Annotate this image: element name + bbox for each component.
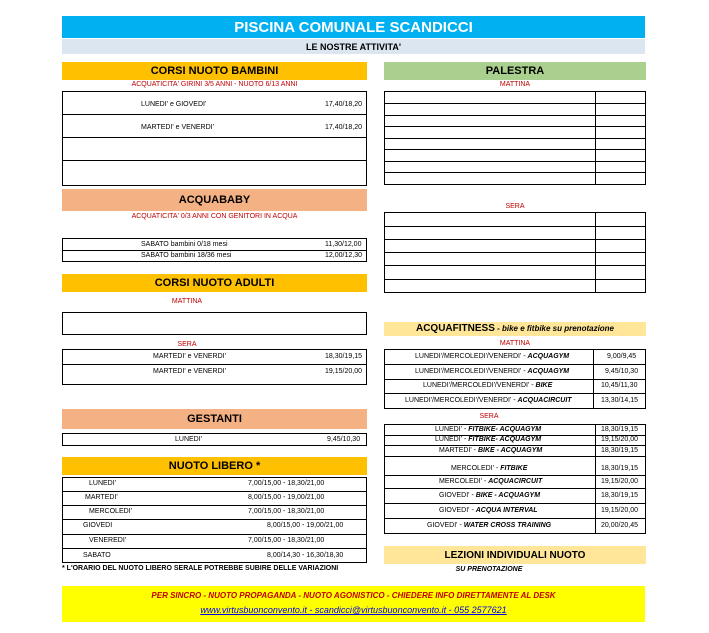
activity-name: ACQUACIRCUIT xyxy=(517,397,572,404)
corsi-bambini-note: ACQUATICITA' GIRINI 3/5 ANNI - NUOTO 6/13 ANNI xyxy=(131,81,298,88)
footer-contacts-link[interactable]: www.virtusbuonconvento.it - scandicci@virtusbuonconvento.it - 055 2577621 xyxy=(200,605,507,615)
activity-name: ACQUAGYM xyxy=(527,368,570,375)
table-cell-time: 8,00/15,00 - 19,00/21,00 xyxy=(267,522,344,529)
lezioni-note: SU PRENOTAZIONE xyxy=(455,566,523,573)
table-cell-day: LUNEDI' xyxy=(175,436,203,443)
activity-days: GIOVEDI' - xyxy=(439,507,476,514)
acquafitness-sera-table xyxy=(384,424,646,534)
table-cell-time: 7,00/15,00 - 18,30/21,00 xyxy=(248,480,325,487)
table-cell-activity xyxy=(423,382,552,389)
section-title-corsi-bambini: CORSI NUOTO BAMBINI xyxy=(62,62,367,80)
table-cell-time: 9,45/10,30 xyxy=(605,368,639,375)
section-title-acquafitness xyxy=(384,322,646,336)
activity-name: FITBIKE- ACQUAGYM xyxy=(468,426,542,433)
palestra-mattina-grid xyxy=(384,91,646,185)
activity-name: BIKE - ACQUAGYM xyxy=(477,447,543,454)
section-title-corsi-adulti: CORSI NUOTO ADULTI xyxy=(62,274,367,292)
table-cell-day: SABATO xyxy=(83,552,111,559)
activity-name: FITBIKE- ACQUAGYM xyxy=(468,436,542,443)
table-cell-time: 17,40/18,20 xyxy=(325,124,362,131)
acquababy-note: ACQUATICITA' 0/3 ANNI CON GENITORI IN ACQUA xyxy=(131,213,298,220)
table-cell-activity xyxy=(451,465,527,472)
activity-name: WATER CROSS TRAINING xyxy=(463,522,552,529)
table-cell-day: MERCOLEDI' xyxy=(89,508,132,515)
table-cell-activity xyxy=(427,522,551,529)
table-cell-time: 9,45/10,30 xyxy=(327,436,361,443)
table-cell-time: 8,00/14,30 - 16,30/18,30 xyxy=(267,552,344,559)
acquafitness-title: ACQUAFITNESS xyxy=(415,323,495,334)
table-cell-time: 19,15/20,00 xyxy=(601,436,638,443)
footer-info-text: PER SINCRO - NUOTO PROPAGANDA - NUOTO AGONISTICO - CHIEDERE INFO DIRETTAMENTE AL DESK xyxy=(151,591,556,600)
section-title-nuoto-libero: NUOTO LIBERO * xyxy=(62,457,367,475)
activity-name: ACQUAGYM xyxy=(527,353,570,360)
table-cell-time: 7,00/15,00 - 18,30/21,00 xyxy=(248,508,325,515)
table-cell-day: MARTEDI' xyxy=(85,494,118,501)
activity-days: LUNEDI'/MERCOLEDI'/VENERDI' - xyxy=(415,353,528,360)
activity-days: MERCOLEDI' - xyxy=(439,478,489,485)
nuoto-libero-table xyxy=(62,477,367,563)
table-cell-time: 19,15/20,00 xyxy=(601,507,638,514)
activity-name: ACQUA INTERVAL xyxy=(475,507,538,514)
activity-days: LUNEDI' - xyxy=(435,436,469,443)
section-title-palestra: PALESTRA xyxy=(384,62,646,80)
table-cell-day: SABATO bambini 18/36 mesi xyxy=(141,252,232,259)
table-cell-day: LUNEDI' xyxy=(89,480,117,487)
acquafitness-mattina-table xyxy=(384,349,646,409)
table-cell-time: 20,00/20,45 xyxy=(601,522,638,529)
acquababy-table xyxy=(62,238,367,262)
activity-days: LUNEDI'/MERCOLEDI'/VENERDI' - xyxy=(405,397,518,404)
section-title-acquababy: ACQUABABY xyxy=(62,189,367,211)
nuoto-libero-footnote: * L'ORARIO DEL NUOTO LIBERO SERALE POTREBBE SUBIRE DELLE VARIAZIONI xyxy=(62,565,339,572)
table-cell-activity xyxy=(405,397,572,404)
table-cell-time: 7,00/15,00 - 18,30/21,00 xyxy=(248,537,325,544)
table-cell-activity xyxy=(439,478,542,485)
activity-days: GIOVEDI' - xyxy=(439,492,476,499)
corsi-adulti-sera-table xyxy=(62,349,367,385)
table-cell-time: 18,30/19,15 xyxy=(601,426,638,433)
corsi-adulti-sera-label: SERA xyxy=(177,341,197,348)
table-cell-time: 10,45/11,30 xyxy=(601,382,638,389)
corsi-adulti-mattina-box xyxy=(62,312,367,335)
table-cell-time: 19,15/20,00 xyxy=(601,478,638,485)
table-cell-day: GIOVEDI xyxy=(83,522,113,529)
activity-days: MERCOLEDI' - xyxy=(451,465,501,472)
section-title-gestanti: GESTANTI xyxy=(62,409,367,429)
table-cell-time: 17,40/18,20 xyxy=(325,101,362,108)
table-cell-day: SABATO bambini 0/18 mesi xyxy=(141,241,228,248)
acquafitness-title-note: - bike e fitbike su prenotazione xyxy=(494,324,615,333)
page-title: PISCINA COMUNALE SCANDICCI xyxy=(62,16,645,38)
activity-days: LUNEDI'/MERCOLEDI'/VENERDI' - xyxy=(415,368,528,375)
palestra-mattina-label: MATTINA xyxy=(499,81,531,88)
table-cell-day: VENEREDI' xyxy=(89,537,127,544)
table-cell-time: 9,00/9,45 xyxy=(607,353,637,360)
activity-days: MARTEDI' - xyxy=(439,447,478,454)
gestanti-table xyxy=(62,433,367,446)
palestra-sera-grid xyxy=(384,212,646,293)
corsi-adulti-mattina-label: MATTINA xyxy=(171,298,203,305)
table-cell-activity xyxy=(435,426,541,433)
table-cell-time: 8,00/15,00 - 19,00/21,00 xyxy=(248,494,325,501)
table-cell-day: LUNEDI' e GIOVEDI' xyxy=(141,101,207,108)
table-cell-time: 12,00/12,30 xyxy=(325,252,362,259)
table-cell-activity xyxy=(439,492,540,499)
table-cell-time: 18,30/19,15 xyxy=(601,447,638,454)
acquafitness-mattina-label: MATTINA xyxy=(499,340,531,347)
table-cell-activity xyxy=(435,436,541,443)
activity-days: GIOVEDI' - xyxy=(427,522,464,529)
table-cell-activity xyxy=(415,353,569,360)
table-cell-time: 19,15/20,00 xyxy=(325,368,362,375)
activity-name: FITBIKE xyxy=(500,465,528,472)
activity-name: BIKE xyxy=(535,382,553,389)
table-cell-time: 13,30/14,15 xyxy=(601,397,638,404)
table-cell-time: 11,30/12,00 xyxy=(325,241,362,248)
table-cell-day: MARTEDI' e VENERDI' xyxy=(141,124,214,131)
footer-info-band xyxy=(62,586,645,622)
activity-days: LUNEDI'/MERCOLEDI'/VENERDI' - xyxy=(423,382,536,389)
corsi-bambini-table xyxy=(62,91,367,186)
activity-name: ACQUACIRCUIT xyxy=(488,478,543,485)
table-cell-time: 18,30/19,15 xyxy=(325,353,362,360)
table-cell-day: MARTEDI' e VENERDI' xyxy=(153,368,226,375)
page-subtitle: LE NOSTRE ATTIVITA' xyxy=(62,39,645,54)
table-cell-time: 18,30/19,15 xyxy=(601,492,638,499)
section-title-lezioni: LEZIONI INDIVIDUALI NUOTO xyxy=(384,546,646,564)
acquafitness-sera-label: SERA xyxy=(479,413,499,420)
table-cell-activity xyxy=(439,447,542,454)
activity-days: LUNEDI' - xyxy=(435,426,469,433)
table-cell-day: MARTEDI' e VENERDI' xyxy=(153,353,226,360)
table-cell-activity xyxy=(439,507,538,514)
palestra-sera-label: SERA xyxy=(505,203,525,210)
activity-name: BIKE - ACQUAGYM xyxy=(475,492,541,499)
table-cell-activity xyxy=(415,368,569,375)
table-cell-time: 18,30/19,15 xyxy=(601,465,638,472)
